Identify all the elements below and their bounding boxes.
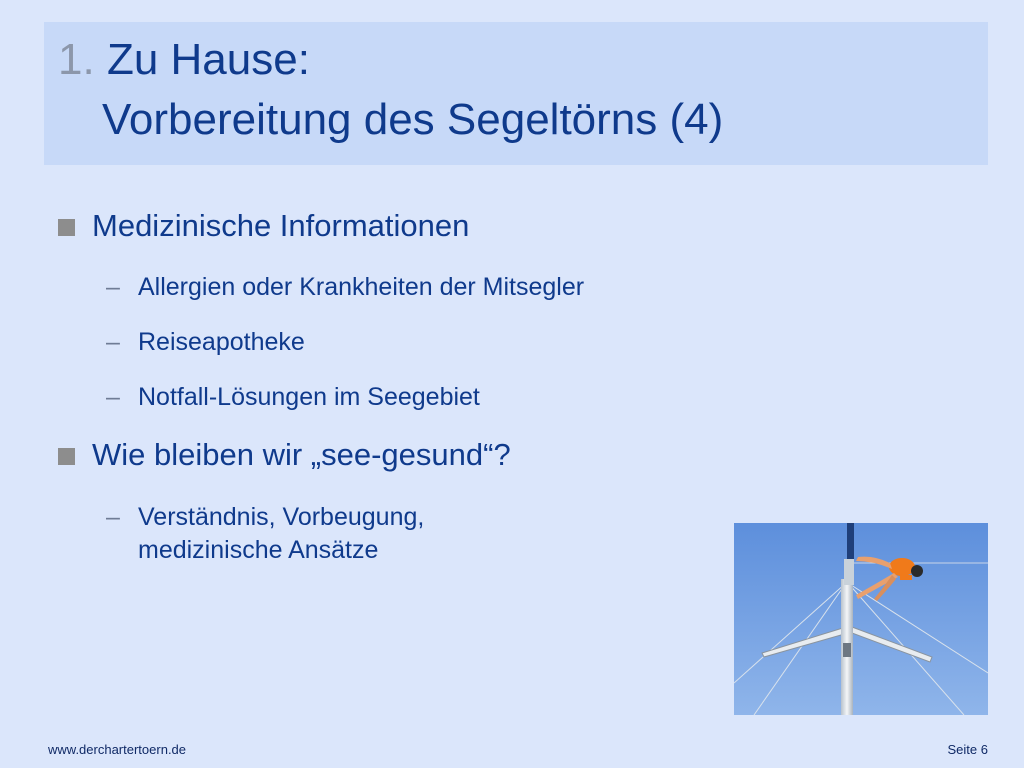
sub-item-text: Reiseapotheke bbox=[138, 328, 305, 356]
sub-item-text: Notfall-Lösungen im Seegebiet bbox=[138, 383, 480, 411]
slide-title-line2: Vorbereitung des Segeltörns (4) bbox=[102, 95, 724, 144]
sub-item-text: Allergien oder Krankheiten der Mitsegler bbox=[138, 273, 585, 301]
slide-title-line1 bbox=[58, 34, 310, 86]
sub-item-text: medizinische Ansätze bbox=[138, 536, 379, 564]
bullet-square-icon bbox=[58, 448, 75, 465]
dash-marker: – bbox=[106, 383, 120, 411]
sub-item-text: Verständnis, Vorbeugung, bbox=[138, 503, 425, 531]
bullet-square-icon bbox=[58, 219, 75, 236]
bullet-text: Wie bleiben wir „see-gesund“? bbox=[92, 437, 511, 472]
dash-marker: – bbox=[106, 273, 120, 301]
bullet-text: Medizinische Informationen bbox=[92, 208, 470, 243]
title-text-line1: Zu Hause: bbox=[106, 35, 310, 84]
sailor-on-mast-photo bbox=[734, 523, 988, 715]
dash-marker: – bbox=[106, 328, 120, 356]
title-number: 1. bbox=[58, 35, 95, 84]
title-box bbox=[44, 22, 988, 165]
dash-marker: – bbox=[106, 503, 120, 531]
footer-website: www.derchartertoern.de bbox=[48, 742, 187, 757]
footer-page-number: Seite 6 bbox=[947, 742, 988, 757]
